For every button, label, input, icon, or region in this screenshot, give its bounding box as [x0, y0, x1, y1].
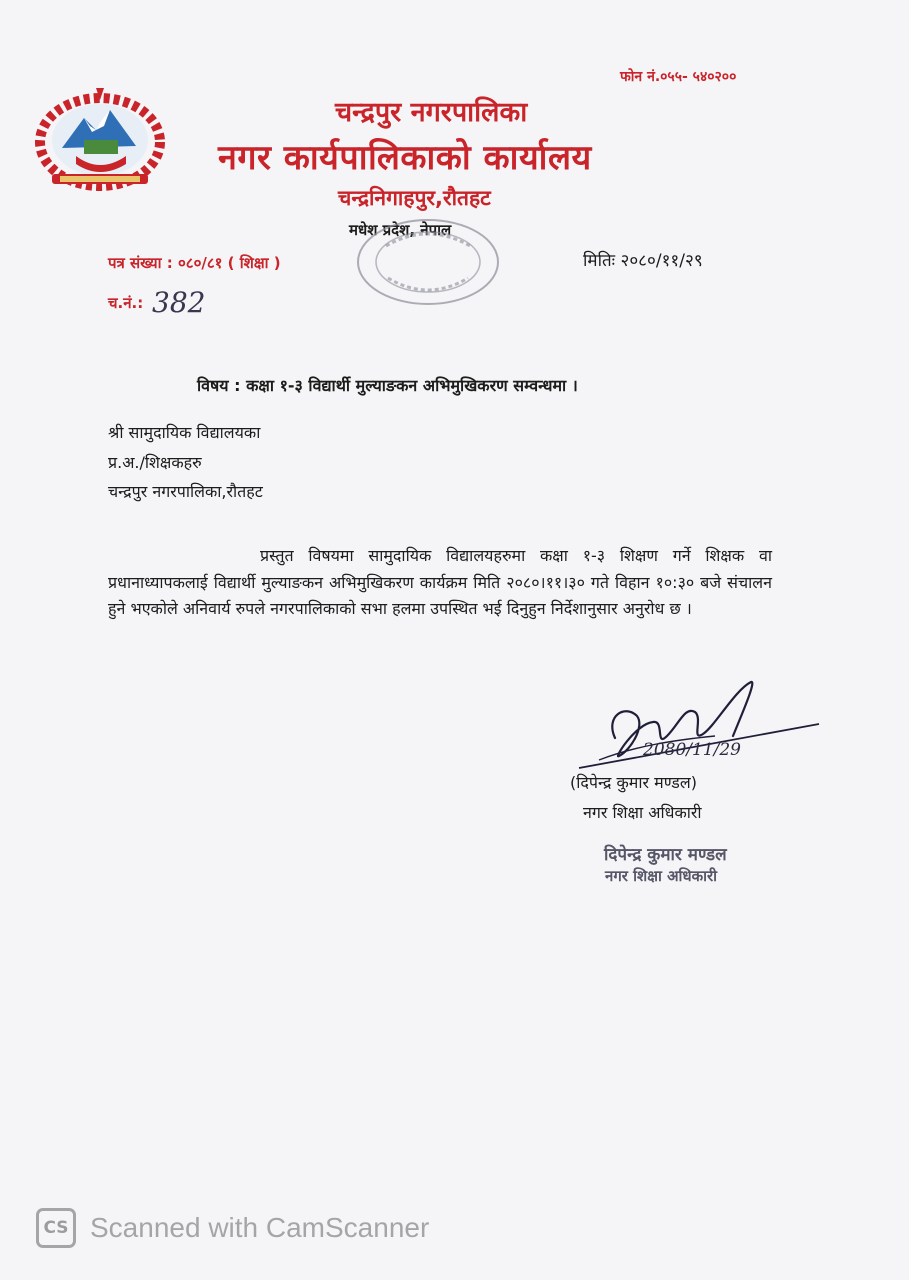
reference-number: पत्र संख्या : ०८०/८१ ( शिक्षा )	[108, 254, 281, 272]
signature-date: 2080/11/29	[643, 740, 741, 760]
office-stamp-icon	[352, 216, 504, 308]
office-location: चन्द्रनिगाहपुर,रौतहट	[338, 186, 491, 210]
signer-title: नगर शिक्षा अधिकारी	[583, 803, 702, 822]
scanner-watermark	[36, 1205, 429, 1251]
addressee-line-1: श्री सामुदायिक विद्यालयका	[108, 423, 261, 442]
letter-body: प्रस्तुत विषयमा सामुदायिक विद्यालयहरुमा कक्षा १-३ शिक्षण गर्ने शिक्षक वा प्रधानाध्यापकलाई विद्यार्थी मुल्याङकन अभिमुखिकरण कार्यक्रम मिति २०८०।११।३० गते विहान १०:३० बजे संचालन हुने भएकोले अनिवार्य रुपले नगरपालिकाको सभा हलमा उपस्थित भई दिनुहुन निर्देशानुसार अनुरोध छ ।	[108, 546, 772, 618]
province-line: मधेश प्रदेश, नेपाल	[349, 221, 452, 239]
addressee-line-2: प्र.अ./शिक्षकहरु	[108, 453, 202, 472]
signer-name: (दिपेन्द्र कुमार मण्डल)	[570, 773, 697, 792]
office-name: नगर कार्यपालिकाको कार्यालय	[218, 138, 592, 178]
dispatch-label: च.नं.:	[108, 294, 144, 312]
phone-number: फोन नं.०५५- ५४०२००	[620, 69, 737, 85]
dispatch-number: 382	[152, 286, 206, 319]
letter-subject: विषय : कक्षा १-३ विद्यार्थी मुल्याङकन अभिमुखिकरण सम्वन्धमा ।	[197, 376, 578, 395]
handwritten-signature	[575, 676, 823, 780]
camscanner-logo-icon: CS	[36, 1208, 76, 1248]
addressee-line-3: चन्द्रपुर नगरपालिका,रौतहट	[108, 482, 263, 501]
seal-title: नगर शिक्षा अधिकारी	[605, 867, 718, 885]
seal-name: दिपेन्द्र कुमार मण्डल	[604, 845, 727, 865]
municipality-name: चन्द्रपुर नगरपालिका	[335, 97, 528, 128]
watermark-text: Scanned with CamScanner	[90, 1212, 430, 1243]
letter-date: मितिः २०८०/११/२९	[583, 251, 703, 271]
nepal-emblem-icon	[32, 82, 168, 194]
